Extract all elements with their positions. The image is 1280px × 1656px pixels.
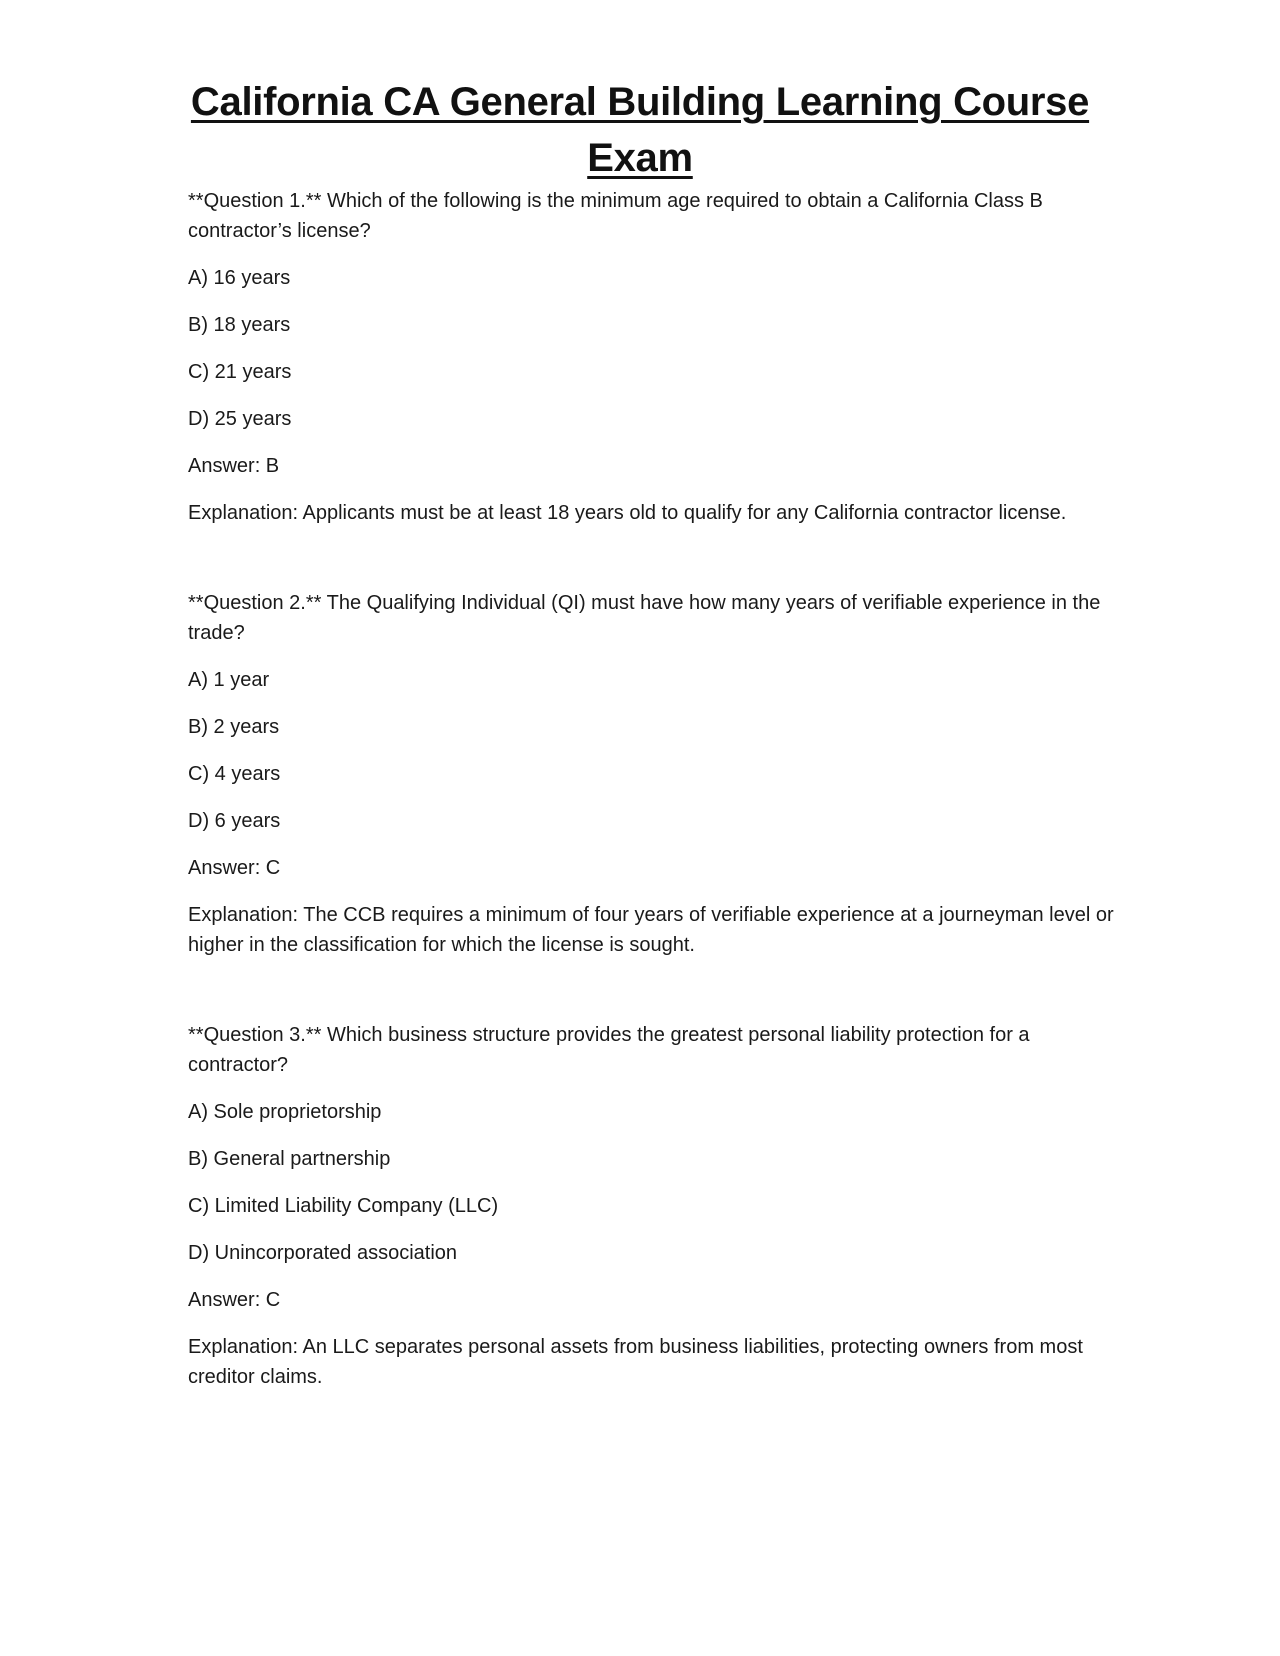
option-a: A) 1 year xyxy=(188,669,270,691)
question-3 xyxy=(188,1020,1128,1392)
option-a: A) 16 years xyxy=(188,267,291,289)
question-2 xyxy=(188,588,1128,960)
question-prompt: **Question 1.** Which of the following is the minimum age required to obtain a California Class B contractor’s license? xyxy=(188,190,1043,242)
question-prompt: **Question 3.** Which business structure provides the greatest personal liability protection for a contractor? xyxy=(188,1024,1030,1076)
option-a: A) Sole proprietorship xyxy=(188,1101,382,1123)
question-prompt: **Question 2.** The Qualifying Individual (QI) must have how many years of verifiable experience in the trade? xyxy=(188,592,1101,644)
answer-line: Answer: C xyxy=(188,857,281,879)
explanation-text: Explanation: The CCB requires a minimum of four years of verifiable experience at a journeyman level or higher in the classification for which the license is sought. xyxy=(188,904,1114,956)
explanation-text: Explanation: Applicants must be at least 18 years old to qualify for any California contractor license. xyxy=(188,502,1067,524)
option-c: C) 21 years xyxy=(188,361,292,383)
questions-list xyxy=(188,186,1128,1392)
option-b: B) 18 years xyxy=(188,314,291,336)
option-d: D) 25 years xyxy=(188,408,292,430)
option-b: B) General partnership xyxy=(188,1148,391,1170)
explanation-text: Explanation: An LLC separates personal assets from business liabilities, protecting owners from most creditor claims. xyxy=(188,1336,1083,1388)
option-d: D) 6 years xyxy=(188,810,281,832)
answer-line: Answer: B xyxy=(188,455,280,477)
option-b: B) 2 years xyxy=(188,716,280,738)
option-c: C) 4 years xyxy=(188,763,281,785)
option-d: D) Unincorporated association xyxy=(188,1242,458,1264)
document-title: California CA General Building Learning Course Exam xyxy=(190,80,1090,180)
answer-line: Answer: C xyxy=(188,1289,281,1311)
question-1 xyxy=(188,186,1128,528)
option-c: C) Limited Liability Company (LLC) xyxy=(188,1195,499,1217)
